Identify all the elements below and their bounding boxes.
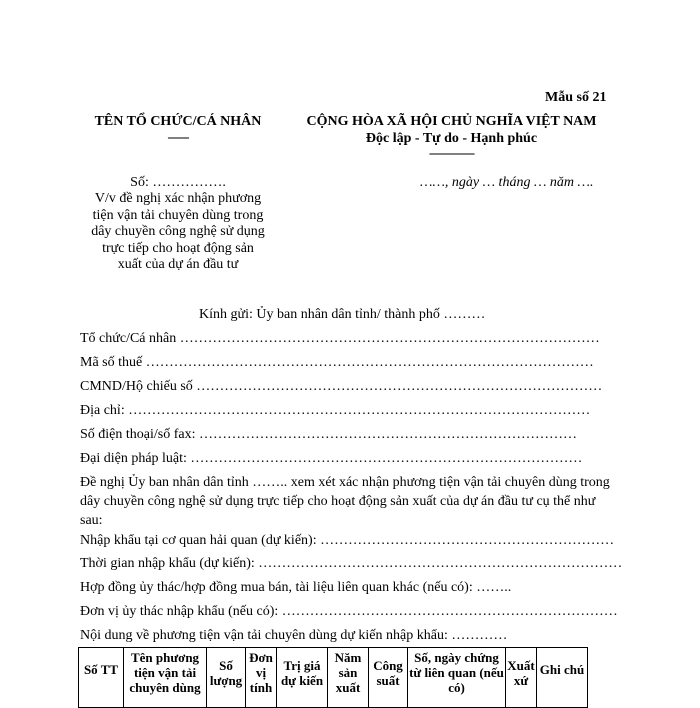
table-header-cell: Đơn vị tính [246,648,277,708]
detail-vehicle-content: Nội dung về phương tiện vận tải chuyên dùng dự kiến nhập khẩu: ………… [80,628,508,643]
field-tax-code: Mã số thuế …………………………………………………………………………………… [80,355,594,370]
table-header-cell: Tên phương tiện vận tải chuyên dùng [124,648,207,708]
subject-block [80,191,276,274]
form-number: Mẫu số 21 [545,90,607,105]
table-header-cell: Ghi chú [537,648,588,708]
table-header-cell: Số TT [79,648,124,708]
organization-rule: ------- [167,130,189,144]
addressee: Kính gửi: Ủy ban nhân dân tỉnh/ thành phố ……… [199,307,486,322]
organization-title: TÊN TỔ CHỨC/CÁ NHÂN [94,114,262,129]
country-title: CỘNG HÒA XÃ HỘI CHỦ NGHĨA VIỆT NAM [306,114,597,129]
field-organization: Tổ chức/Cá nhân ……………………………………………………………………………… [80,331,600,346]
field-id-passport: CMND/Hộ chiếu số …………………………………………………………………………… [80,379,603,394]
field-phone-fax: Số điện thoại/số fax: ……………………………………………………………………… [80,427,577,442]
subject-line: tiện vận tải chuyên dùng trong [92,207,264,223]
table-header-cell: Số, ngày chứng từ liên quan (nếu có) [408,648,506,708]
motto: Độc lập - Tự do - Hạnh phúc [365,131,538,146]
detail-import-agent: Đơn vị ủy thác nhập khẩu (nếu có): ……………………………………………………………… [80,604,618,619]
table-header-cell: Công suất [369,648,408,708]
detail-contract: Hợp đồng ủy thác/hợp đồng mua bán, tài liệu liên quan khác (nếu có): …….. [80,580,512,595]
subject-line: trực tiếp cho hoạt động sản [102,240,254,256]
date-line: ……, ngày … tháng … năm …. [420,175,594,190]
detail-import-time: Thời gian nhập khẩu (dự kiến): …………………………………………………………………… [80,556,623,571]
field-legal-representative: Đại diện pháp luật: ………………………………………………………………………… [80,451,583,466]
vehicle-table [78,647,588,708]
document-number: Số: ……………. [130,175,226,190]
table-header-cell: Trị giá dự kiến [277,648,328,708]
table-header-cell: Năm sản xuất [328,648,369,708]
table-header-cell: Xuất xứ [506,648,537,708]
request-paragraph: Đề nghị Ủy ban nhân dân tỉnh …….. xem xét xác nhận phương tiện vận tải chuyên dùng trong dây chuyền công nghệ sử dụng trực tiếp cho hoạt động sản xuất của dự án đầu tư cụ thể như sau: [80,475,610,528]
subject-line: dây chuyền công nghệ sử dụng [91,224,265,239]
table-header-row [79,648,588,708]
motto-rule: --------------- [429,146,474,160]
detail-customs-office: Nhập khẩu tại cơ quan hải quan (dự kiến): ……………………………………………………… [80,533,615,548]
subject-line: V/v đề nghị xác nhận phương [94,191,262,206]
subject-line: xuất của dự án đầu tư [117,257,239,272]
table-header-cell: Số lượng [207,648,246,708]
field-address: Địa chỉ: ……………………………………………………………………………………… [80,403,591,418]
